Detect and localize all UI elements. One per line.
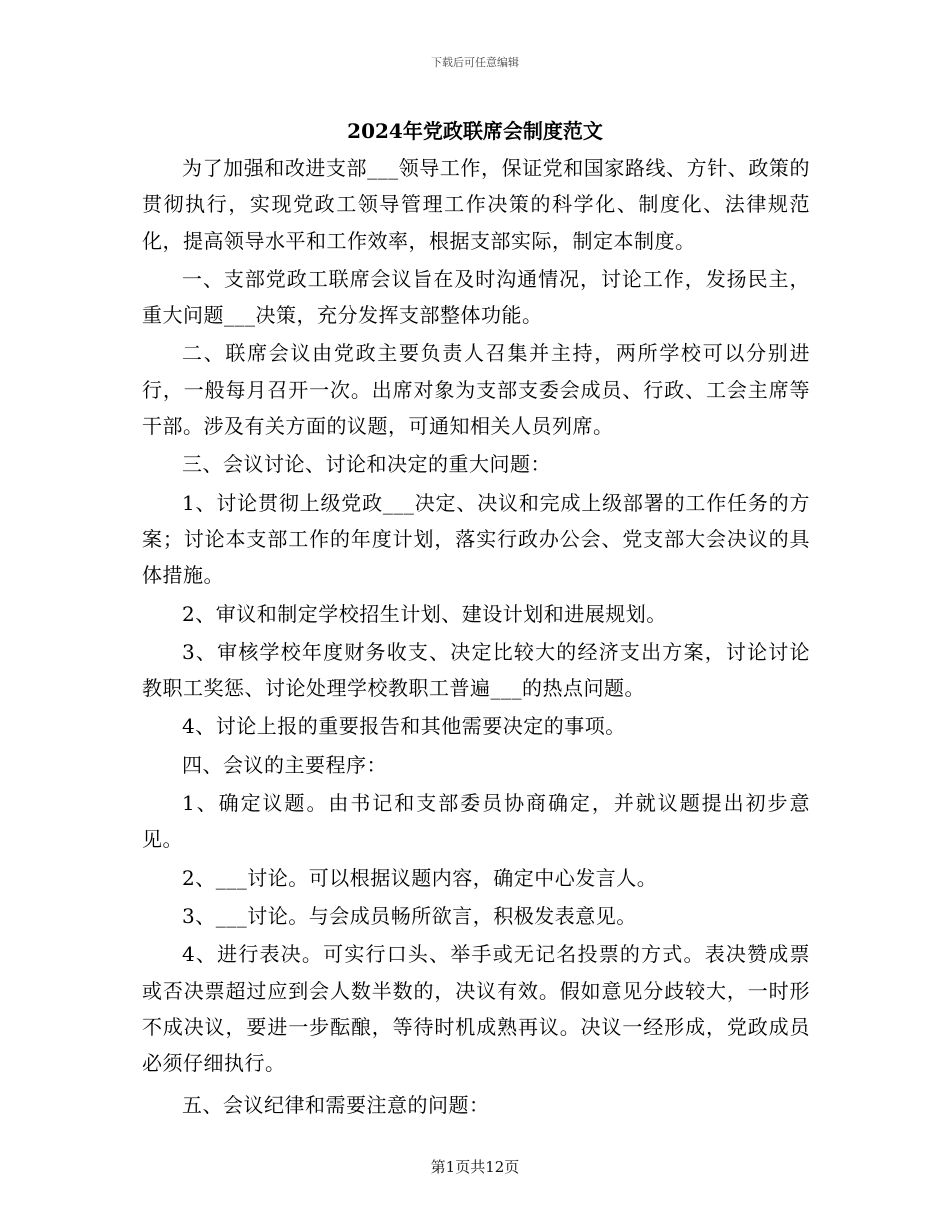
paragraph-section-3-item-1: 1、讨论贯彻上级党政___决定、决议和完成上级部署的工作任务的方案；讨论本支部工作的年度计划，落实行政办公会、党支部大会决议的具体措施。 xyxy=(142,490,810,588)
paragraph-section-4-item-3: 3、___讨论。与会成员畅所欲言，积极发表意见。 xyxy=(182,903,637,928)
header-note: 下载后可任意编辑 xyxy=(431,56,519,69)
page-number-footer: 第1页共12页 xyxy=(430,1158,520,1176)
document-title: 2024年党政联席会制度范文 xyxy=(347,119,603,143)
paragraph-section-5-heading: 五、会议纪律和需要注意的问题： xyxy=(182,1093,490,1118)
paragraph-section-3-item-3: 3、审核学校年度财务收支、决定比较大的经济支出方案，讨论讨论教职工奖惩、讨论处理学校教职工普遍___的热点问题。 xyxy=(142,639,810,701)
paragraph-section-4-item-2: 2、___讨论。可以根据议题内容，确定中心发言人。 xyxy=(182,865,658,890)
document-body xyxy=(142,150,810,1126)
paragraph-section-3-heading: 三、会议讨论、讨论和决定的重大问题： xyxy=(182,452,551,477)
paragraph-section-4-item-1: 1、确定议题。由书记和支部委员协商确定，并就议题提出初步意见。 xyxy=(142,791,810,852)
paragraph-section-4-heading: 四、会议的主要程序： xyxy=(182,752,387,777)
paragraph-section-3-item-2: 2、审议和制定学校招生计划、建设计划和进展规划。 xyxy=(182,601,667,626)
paragraph-section-4-item-4: 4、进行表决。可实行口头、举手或无记名投票的方式。表决赞成票或否决票超过应到会人数半数的，决议有效。假如意见分歧较大，一时形不成决议，要进一步酝酿，等待时机成熟再议。决议一经形成，党政成员必须仔细执行。 xyxy=(142,942,810,1076)
paragraph-section-1: 一、支部党政工联席会议旨在及时沟通情况，讨论工作，发扬民主，重大问题___决策，充分发挥支部整体功能。 xyxy=(142,266,810,328)
paragraph-intro: 为了加强和改进支部___领导工作，保证党和国家路线、方针、政策的贯彻执行，实现党政工领导管理工作决策的科学化、制度化、法律规范化，提高领导水平和工作效率，根据支部实际，制定本制度。 xyxy=(142,156,810,253)
paragraph-section-3-item-4: 4、讨论上报的重要报告和其他需要决定的事项。 xyxy=(182,714,626,739)
paragraph-section-2: 二、联席会议由党政主要负责人召集并主持，两所学校可以分别进行，一般每月召开一次。出席对象为支部支委会成员、行政、工会主席等干部。涉及有关方面的议题，可通知相关人员列席。 xyxy=(142,341,810,439)
